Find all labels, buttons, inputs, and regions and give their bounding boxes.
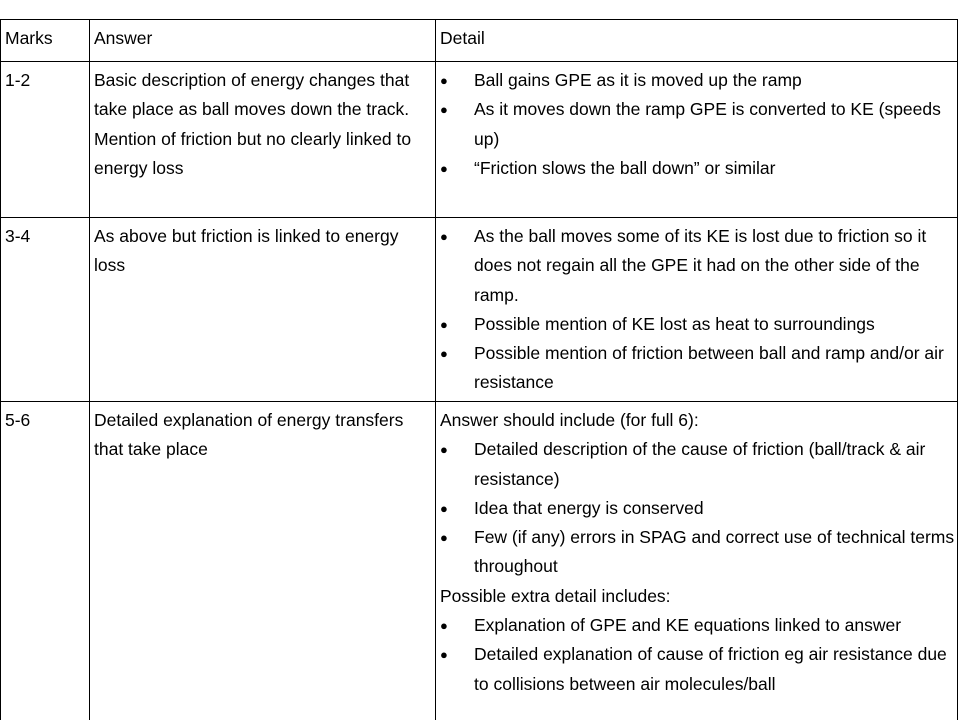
bullet-icon: ● (440, 618, 448, 634)
detail-bullet (440, 222, 956, 310)
detail-bullet-text: Idea that energy is conserved (474, 497, 704, 518)
detail-bullet-text: “Friction slows the ball down” or similar (474, 157, 776, 178)
bullet-icon: ● (440, 647, 448, 663)
detail-bullet (440, 494, 956, 523)
header-answer: Answer (90, 20, 436, 62)
answer-line: Basic description of energy changes that take place as ball moves down the track. (94, 70, 410, 120)
detail-cell (436, 62, 958, 218)
detail-bullet-text: Possible mention of friction between ball and ramp and/or air resistance (474, 343, 944, 393)
bullet-icon: ● (440, 316, 448, 332)
detail-bullet-list (440, 435, 956, 581)
detail-bullet (440, 310, 956, 339)
bullet-icon: ● (440, 530, 448, 546)
detail-extra-intro: Possible extra detail includes: (440, 585, 671, 606)
table-row (1, 62, 958, 218)
detail-bullet-list (440, 222, 956, 398)
table-row (1, 218, 958, 402)
bullet-icon: ● (440, 229, 448, 244)
detail-bullet (440, 95, 956, 154)
detail-bullet (440, 339, 956, 398)
detail-intro: Answer should include (for full 6): (440, 410, 699, 430)
detail-bullet-text: As the ball moves some of its KE is lost due to friction so it does not regain all the GPE it had on the other side of the ramp. (474, 226, 927, 305)
answer-line: Detailed explanation of energy transfers that take place (94, 410, 404, 460)
answer-line: Mention of friction but no clearly linked to energy loss (94, 128, 412, 178)
detail-bullet-text: Possible mention of KE lost as heat to surroundings (474, 313, 875, 334)
detail-extra-bullet-list (440, 611, 956, 699)
detail-bullet (440, 523, 956, 582)
bullet-icon: ● (440, 346, 448, 362)
detail-bullet-text: Ball gains GPE as it is moved up the ramp (474, 70, 802, 90)
detail-bullet-list (440, 66, 956, 183)
answer-cell (90, 218, 436, 402)
detail-bullet-text: Few (if any) errors in SPAG and correct use of technical terms throughout (474, 527, 955, 577)
detail-bullet (440, 640, 956, 699)
bullet-icon: ● (440, 500, 448, 516)
detail-bullet (440, 611, 956, 640)
bullet-icon: ● (440, 102, 448, 118)
answer-cell (90, 62, 436, 218)
detail-bullet (440, 66, 956, 95)
detail-bullet-text: Explanation of GPE and KE equations linked to answer (474, 615, 902, 636)
header-detail: Detail (436, 20, 958, 62)
table-row (1, 402, 958, 720)
answer-cell (90, 402, 436, 720)
bullet-icon: ● (440, 442, 448, 458)
detail-bullet (440, 154, 956, 183)
detail-cell (436, 402, 958, 720)
detail-cell (436, 218, 958, 402)
marks-cell: 3-4 (1, 218, 90, 402)
marks-cell: 5-6 (1, 402, 90, 720)
bullet-icon: ● (440, 160, 448, 176)
detail-bullet-text: Detailed description of the cause of friction (ball/track & air resistance) (474, 439, 926, 489)
header-marks: Marks (1, 20, 90, 62)
answer-line: As above but friction is linked to energy loss (94, 226, 399, 276)
detail-bullet-text: As it moves down the ramp GPE is converted to KE (speeds up) (474, 99, 941, 149)
mark-scheme-table (0, 19, 958, 720)
detail-bullet-text: Detailed explanation of cause of friction eg air resistance due to collisions between air molecules/ball (474, 644, 947, 694)
detail-bullet (440, 435, 956, 494)
bullet-icon: ● (440, 73, 448, 88)
table-header-row (1, 20, 958, 62)
marks-cell: 1-2 (1, 62, 90, 218)
